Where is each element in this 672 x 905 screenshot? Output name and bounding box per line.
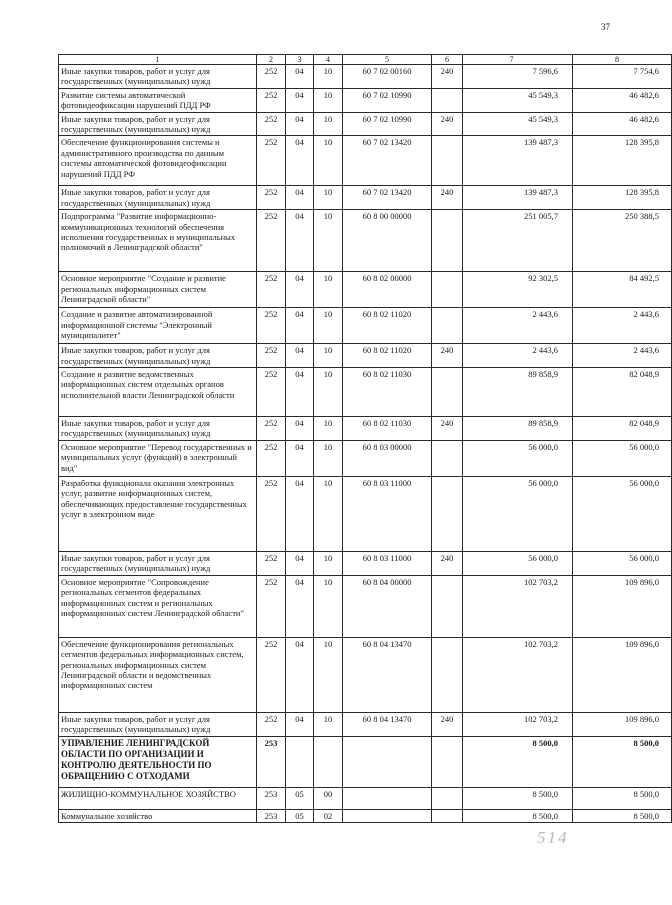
cell-name: УПРАВЛЕНИЕ ЛЕНИНГРАДСКОЙ ОБЛАСТИ ПО ОРГАНИЗАЦИИ И КОНТРОЛЮ ДЕЯТЕЛЬНОСТИ ПО ОБРАЩЕНИЮ С ОТХОДАМИ xyxy=(59,736,257,787)
cell-section: 04 xyxy=(286,712,314,736)
cell-grbs: 252 xyxy=(257,417,286,441)
cell-subsection: 10 xyxy=(314,575,343,637)
cell-subsection: 10 xyxy=(314,308,343,344)
cell-section: 04 xyxy=(286,440,314,476)
cell-grbs: 252 xyxy=(257,712,286,736)
cell-grbs: 253 xyxy=(257,787,286,809)
cell-amount-year1: 8 500,0 xyxy=(463,809,573,822)
cell-subsection: 10 xyxy=(314,88,343,112)
header-col-5: 5 xyxy=(343,55,432,65)
cell-amount-year1: 7 596,6 xyxy=(463,65,573,89)
cell-section xyxy=(286,736,314,787)
table-row xyxy=(59,417,672,441)
cell-expense-type: 240 xyxy=(432,712,463,736)
cell-name: Обеспечение функционирования региональных сегментов федеральных информационных систем, региональных информационных систем Ленинградской области и ведомственных информационных систем xyxy=(59,637,257,712)
cell-target-article: 60 7 02 13420 xyxy=(343,136,432,186)
table-row xyxy=(59,368,672,417)
cell-name: Основное мероприятие "Перевод государственных и муниципальных услуг (функций) в электронный вид" xyxy=(59,440,257,476)
cell-amount-year1: 8 500,0 xyxy=(463,736,573,787)
cell-amount-year2: 109 896,0 xyxy=(573,712,672,736)
cell-section: 05 xyxy=(286,809,314,822)
table-body xyxy=(59,65,672,823)
cell-expense-type xyxy=(432,210,463,272)
cell-section: 04 xyxy=(286,210,314,272)
cell-subsection: 10 xyxy=(314,476,343,551)
cell-section: 04 xyxy=(286,368,314,417)
cell-subsection: 10 xyxy=(314,344,343,368)
cell-section: 05 xyxy=(286,787,314,809)
cell-section: 04 xyxy=(286,637,314,712)
cell-grbs: 252 xyxy=(257,637,286,712)
page-number: 37 xyxy=(601,22,610,32)
table-row xyxy=(59,809,672,822)
cell-name: Иные закупки товаров, работ и услуг для государственных (муниципальных) нужд xyxy=(59,551,257,575)
cell-amount-year1: 102 703,2 xyxy=(463,712,573,736)
cell-grbs: 252 xyxy=(257,136,286,186)
cell-amount-year1: 102 703,2 xyxy=(463,575,573,637)
table-row xyxy=(59,637,672,712)
header-col-4: 4 xyxy=(314,55,343,65)
cell-target-article: 60 8 00 00000 xyxy=(343,210,432,272)
cell-amount-year2: 2 443,6 xyxy=(573,308,672,344)
cell-target-article: 60 7 02 10990 xyxy=(343,88,432,112)
cell-grbs: 252 xyxy=(257,476,286,551)
cell-target-article: 60 8 02 11020 xyxy=(343,344,432,368)
cell-grbs: 252 xyxy=(257,368,286,417)
cell-expense-type xyxy=(432,88,463,112)
cell-grbs: 252 xyxy=(257,65,286,89)
cell-target-article: 60 8 04 13470 xyxy=(343,637,432,712)
cell-section: 04 xyxy=(286,65,314,89)
cell-expense-type: 240 xyxy=(432,65,463,89)
cell-amount-year2: 250 388,5 xyxy=(573,210,672,272)
cell-amount-year2: 84 492,5 xyxy=(573,272,672,308)
cell-subsection: 10 xyxy=(314,65,343,89)
cell-name: Иные закупки товаров, работ и услуг для государственных (муниципальных) нужд xyxy=(59,417,257,441)
cell-amount-year2: 56 000,0 xyxy=(573,476,672,551)
cell-name: Основное мероприятие "Создание и развитие региональных информационных систем Ленинградской области" xyxy=(59,272,257,308)
budget-table xyxy=(58,54,672,823)
cell-amount-year2: 8 500,0 xyxy=(573,787,672,809)
cell-expense-type xyxy=(432,136,463,186)
cell-name: Обеспечение функционирования системы и административного производства по данным системы автоматической фотовидеофиксации нарушений ПДД РФ xyxy=(59,136,257,186)
table-row xyxy=(59,787,672,809)
cell-section: 04 xyxy=(286,344,314,368)
cell-amount-year2: 82 048,9 xyxy=(573,417,672,441)
cell-amount-year2: 109 896,0 xyxy=(573,637,672,712)
table-row xyxy=(59,551,672,575)
cell-amount-year1: 56 000,0 xyxy=(463,551,573,575)
cell-grbs: 252 xyxy=(257,551,286,575)
cell-subsection: 10 xyxy=(314,712,343,736)
cell-amount-year1: 2 443,6 xyxy=(463,344,573,368)
header-col-3: 3 xyxy=(286,55,314,65)
cell-target-article xyxy=(343,809,432,822)
cell-amount-year2: 82 048,9 xyxy=(573,368,672,417)
cell-expense-type xyxy=(432,440,463,476)
cell-subsection: 10 xyxy=(314,136,343,186)
table-row xyxy=(59,712,672,736)
cell-name: Создание и развитие автоматизированной информационной системы "Электронный муниципалитет" xyxy=(59,308,257,344)
cell-section: 04 xyxy=(286,112,314,136)
cell-amount-year2: 56 000,0 xyxy=(573,551,672,575)
cell-target-article: 60 8 02 11030 xyxy=(343,417,432,441)
cell-grbs: 253 xyxy=(257,736,286,787)
cell-name: Подпрограмма "Развитие информационно-коммуникационных технологий обеспечения исполнения государственных и муниципальных полномочий в Ленинградской области" xyxy=(59,210,257,272)
cell-grbs: 253 xyxy=(257,809,286,822)
cell-target-article: 60 8 02 11020 xyxy=(343,308,432,344)
cell-expense-type xyxy=(432,637,463,712)
header-col-2: 2 xyxy=(257,55,286,65)
cell-subsection: 10 xyxy=(314,186,343,210)
cell-target-article xyxy=(343,736,432,787)
cell-subsection xyxy=(314,736,343,787)
cell-subsection: 10 xyxy=(314,368,343,417)
cell-subsection: 10 xyxy=(314,551,343,575)
cell-grbs: 252 xyxy=(257,272,286,308)
cell-amount-year1: 8 500,0 xyxy=(463,787,573,809)
table-row xyxy=(59,308,672,344)
table-row xyxy=(59,65,672,89)
cell-target-article: 60 7 02 10990 xyxy=(343,112,432,136)
table-row xyxy=(59,476,672,551)
cell-amount-year1: 45 549,3 xyxy=(463,88,573,112)
cell-amount-year1: 56 000,0 xyxy=(463,476,573,551)
cell-subsection: 00 xyxy=(314,787,343,809)
cell-section: 04 xyxy=(286,575,314,637)
cell-expense-type xyxy=(432,368,463,417)
cell-amount-year2: 8 500,0 xyxy=(573,736,672,787)
cell-subsection: 02 xyxy=(314,809,343,822)
cell-grbs: 252 xyxy=(257,186,286,210)
cell-grbs: 252 xyxy=(257,344,286,368)
cell-target-article: 60 8 03 11000 xyxy=(343,476,432,551)
cell-expense-type xyxy=(432,272,463,308)
cell-section: 04 xyxy=(286,551,314,575)
cell-subsection: 10 xyxy=(314,272,343,308)
cell-amount-year1: 92 302,5 xyxy=(463,272,573,308)
cell-name: Создание и развитие ведомственных информационных систем отдельных органов исполнительной власти Ленинградской области xyxy=(59,368,257,417)
table-row xyxy=(59,88,672,112)
cell-expense-type: 240 xyxy=(432,112,463,136)
cell-expense-type: 240 xyxy=(432,551,463,575)
cell-amount-year2: 128 395,8 xyxy=(573,136,672,186)
cell-grbs: 252 xyxy=(257,210,286,272)
cell-grbs: 252 xyxy=(257,112,286,136)
cell-target-article xyxy=(343,787,432,809)
cell-grbs: 252 xyxy=(257,308,286,344)
cell-name: Разработка функционала оказания электронных услуг, развитие информационных систем, обеспечивающих предоставление государственных услуг в электронном виде xyxy=(59,476,257,551)
table-row xyxy=(59,186,672,210)
table-row xyxy=(59,736,672,787)
cell-name: Иные закупки товаров, работ и услуг для государственных (муниципальных) нужд xyxy=(59,65,257,89)
table-row xyxy=(59,272,672,308)
cell-target-article: 60 8 03 11000 xyxy=(343,551,432,575)
cell-name: Иные закупки товаров, работ и услуг для государственных (муниципальных) нужд xyxy=(59,344,257,368)
cell-subsection: 10 xyxy=(314,112,343,136)
cell-grbs: 252 xyxy=(257,575,286,637)
handwritten-signature: 514 xyxy=(537,828,569,847)
cell-target-article: 60 8 02 00000 xyxy=(343,272,432,308)
cell-amount-year1: 251 005,7 xyxy=(463,210,573,272)
cell-expense-type xyxy=(432,308,463,344)
cell-name: Развитие системы автоматической фотовидеофиксации нарушений ПДД РФ xyxy=(59,88,257,112)
cell-amount-year1: 89 858,9 xyxy=(463,417,573,441)
cell-target-article: 60 7 02 00160 xyxy=(343,65,432,89)
cell-amount-year2: 46 482,6 xyxy=(573,112,672,136)
cell-target-article: 60 7 02 13420 xyxy=(343,186,432,210)
cell-target-article: 60 8 02 11030 xyxy=(343,368,432,417)
cell-section: 04 xyxy=(286,417,314,441)
cell-subsection: 10 xyxy=(314,637,343,712)
cell-amount-year2: 46 482,6 xyxy=(573,88,672,112)
table-row xyxy=(59,440,672,476)
cell-name: ЖИЛИЩНО-КОММУНАЛЬНОЕ ХОЗЯЙСТВО xyxy=(59,787,257,809)
cell-target-article: 60 8 03 00000 xyxy=(343,440,432,476)
cell-section: 04 xyxy=(286,186,314,210)
cell-amount-year2: 109 896,0 xyxy=(573,575,672,637)
cell-expense-type xyxy=(432,575,463,637)
cell-subsection: 10 xyxy=(314,210,343,272)
table-row xyxy=(59,575,672,637)
cell-target-article: 60 8 04 13470 xyxy=(343,712,432,736)
cell-section: 04 xyxy=(286,308,314,344)
cell-amount-year1: 56 000,0 xyxy=(463,440,573,476)
cell-amount-year1: 89 858,9 xyxy=(463,368,573,417)
cell-name: Иные закупки товаров, работ и услуг для государственных (муниципальных) нужд xyxy=(59,186,257,210)
cell-amount-year1: 139 487,3 xyxy=(463,186,573,210)
table-row xyxy=(59,136,672,186)
cell-section: 04 xyxy=(286,476,314,551)
cell-subsection: 10 xyxy=(314,417,343,441)
table-row xyxy=(59,210,672,272)
cell-amount-year1: 2 443,6 xyxy=(463,308,573,344)
cell-amount-year2: 128 395,8 xyxy=(573,186,672,210)
cell-amount-year2: 2 443,6 xyxy=(573,344,672,368)
cell-amount-year1: 45 549,3 xyxy=(463,112,573,136)
table-row xyxy=(59,344,672,368)
cell-expense-type xyxy=(432,736,463,787)
cell-name: Иные закупки товаров, работ и услуг для государственных (муниципальных) нужд xyxy=(59,112,257,136)
cell-section: 04 xyxy=(286,136,314,186)
cell-subsection: 10 xyxy=(314,440,343,476)
cell-name: Иные закупки товаров, работ и услуг для государственных (муниципальных) нужд xyxy=(59,712,257,736)
cell-expense-type: 240 xyxy=(432,186,463,210)
cell-amount-year2: 56 000,0 xyxy=(573,440,672,476)
cell-amount-year2: 7 754,6 xyxy=(573,65,672,89)
cell-expense-type xyxy=(432,476,463,551)
cell-grbs: 252 xyxy=(257,88,286,112)
cell-expense-type xyxy=(432,787,463,809)
table-header-row xyxy=(59,55,672,65)
header-col-1: 1 xyxy=(59,55,257,65)
cell-amount-year2: 8 500,0 xyxy=(573,809,672,822)
cell-target-article: 60 8 04 00000 xyxy=(343,575,432,637)
cell-expense-type: 240 xyxy=(432,417,463,441)
cell-section: 04 xyxy=(286,272,314,308)
cell-amount-year1: 102 703,2 xyxy=(463,637,573,712)
cell-amount-year1: 139 487,3 xyxy=(463,136,573,186)
cell-name: Коммунальное хозяйство xyxy=(59,809,257,822)
cell-name: Основное мероприятие "Сопровождение региональных сегментов федеральных информационных систем и региональных информационных систем Ленинградской области" xyxy=(59,575,257,637)
header-col-6: 6 xyxy=(432,55,463,65)
cell-expense-type xyxy=(432,809,463,822)
cell-section: 04 xyxy=(286,88,314,112)
header-col-8: 8 xyxy=(573,55,672,65)
header-col-7: 7 xyxy=(463,55,573,65)
table-row xyxy=(59,112,672,136)
cell-expense-type: 240 xyxy=(432,344,463,368)
cell-grbs: 252 xyxy=(257,440,286,476)
